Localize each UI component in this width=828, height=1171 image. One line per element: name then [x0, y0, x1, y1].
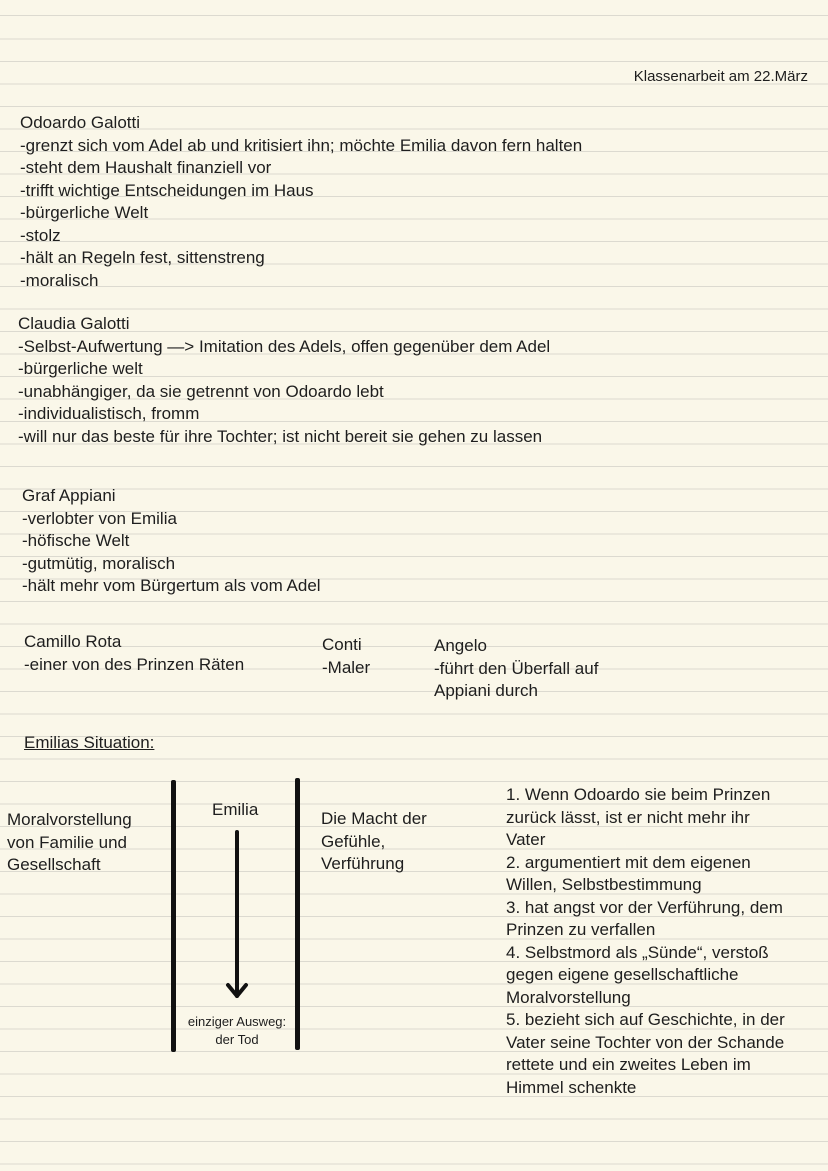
character-name: Angelo [434, 636, 487, 655]
trait-line: -bürgerliche welt [18, 359, 143, 378]
text-line: Gefühle, [321, 831, 386, 851]
trait-line: -bürgerliche Welt [20, 203, 149, 222]
text-line: Gesellschaft [7, 855, 101, 874]
text-line: Moralvorstellung [7, 810, 132, 829]
character-name: Claudia Galotti [18, 314, 130, 333]
situation-points [506, 784, 785, 1099]
trait-line: -moralisch [20, 270, 99, 290]
trait-line: -individualistisch, fromm [18, 404, 200, 423]
point-line: 5. bezieht sich auf Geschichte, in der [506, 1010, 785, 1029]
point-line: zurück lässt, ist er nicht mehr ihr [506, 807, 750, 827]
point-line: Himmel schenkte [506, 1077, 637, 1097]
point-line: Willen, Selbstbestimmung [506, 875, 702, 894]
angelo-section [434, 635, 598, 703]
text-line: Die Macht der [321, 809, 427, 828]
rota-section [24, 631, 244, 676]
character-name: Conti [322, 635, 362, 654]
odoardo-section [20, 112, 582, 292]
trait-line: -hält mehr vom Bürgertum als vom Adel [22, 576, 321, 595]
down-arrow-icon [225, 830, 249, 1002]
trait-line: -will nur das beste für ihre Tochter; ist nicht bereit sie gehen zu lassen [18, 426, 543, 446]
date-header: Klassenarbeit am 22.März [633, 68, 808, 85]
trait-line: -verlobter von Emilia [22, 508, 177, 528]
trait-line: -grenzt sich vom Adel ab und kritisiert ihn; möchte Emilia davon fern halten [20, 135, 583, 155]
appiani-section [22, 485, 321, 598]
text-line: einziger Ausweg: [187, 1014, 287, 1029]
trait-line: -hält an Regeln fest, sittenstreng [20, 248, 265, 267]
only-way-out-text [175, 1013, 299, 1049]
trait-line: -höfische Welt [22, 531, 130, 550]
character-name: Odoardo Galotti [20, 113, 141, 132]
right-divider-bar [295, 778, 300, 1050]
trait-line: -Selbst-Aufwertung —> Imitation des Adels, offen gegenüber dem Adel [18, 336, 551, 356]
point-line: 2. argumentiert mit dem eigenen [506, 852, 751, 872]
left-divider-bar [171, 780, 176, 1052]
text-line: von Familie und [7, 832, 128, 852]
claudia-section [18, 313, 550, 448]
situation-right-text [321, 808, 427, 876]
text-line: Verführung [321, 854, 405, 873]
conti-section [322, 634, 370, 679]
point-line: Vater seine Tochter von der Schande [506, 1032, 785, 1052]
point-line: 3. hat angst vor der Verführung, dem [506, 897, 783, 917]
trait-line: -einer von des Prinzen Räten [24, 654, 245, 674]
emilia-label: Emilia [212, 800, 259, 819]
point-line: rettete und ein zweites Leben im [506, 1055, 751, 1074]
point-line: Moralvorstellung [506, 987, 631, 1007]
situation-left-text [7, 809, 132, 877]
point-line: 1. Wenn Odoardo sie beim Prinzen [506, 785, 771, 804]
point-line: 4. Selbstmord als „Sünde“, verstoß [506, 942, 769, 962]
trait-line: -unabhängiger, da sie getrennt von Odoardo lebt [18, 381, 384, 401]
situation-heading: Emilias Situation: [24, 733, 155, 752]
trait-line: -trifft wichtige Entscheidungen im Haus [20, 180, 314, 200]
point-line: gegen eigene gesellschaftliche [506, 965, 739, 984]
trait-line: Appiani durch [434, 681, 538, 700]
trait-line: -gutmütig, moralisch [22, 553, 176, 573]
trait-line: -Maler [322, 657, 371, 677]
text-line: der Tod [215, 1032, 259, 1047]
character-name: Camillo Rota [24, 632, 122, 651]
trait-line: -führt den Überfall auf [434, 658, 599, 678]
point-line: Vater [506, 830, 546, 849]
trait-line: -stolz [20, 225, 61, 245]
point-line: Prinzen zu verfallen [506, 920, 656, 939]
trait-line: -steht dem Haushalt finanziell vor [20, 158, 272, 177]
character-name: Graf Appiani [22, 486, 116, 505]
